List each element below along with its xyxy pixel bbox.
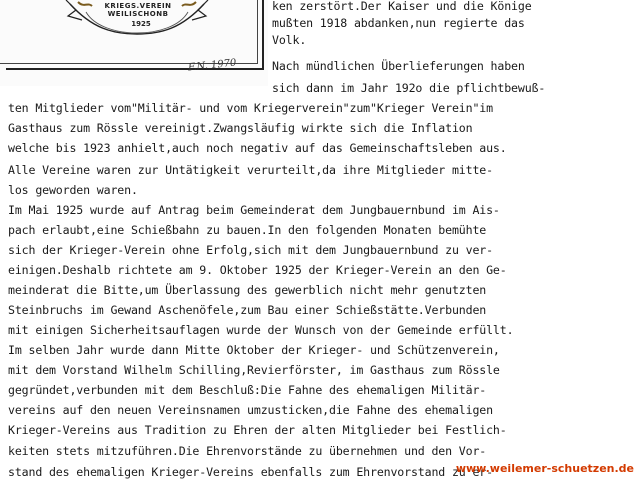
text-line: Im selben Jahr wurde dann Mitte Oktober der Krieger- und Schützenverein,	[8, 343, 500, 357]
text-line: Volk.	[272, 33, 307, 47]
emblem-seal-text: KRIEGS.VEREIN WEILISCHONB	[104, 2, 172, 18]
text-line: mit dem Vorstand Wilhelm Schilling,Revierförster, im Gasthaus zum Rössle	[8, 363, 500, 377]
text-line: mußten 1918 abdanken,nun regierte das	[272, 16, 525, 30]
artist-signature: F.N. 1970	[187, 57, 237, 74]
text-line: sich der Krieger-Verein ohne Erfolg,sich mit dem Jungbauernbund zu ver-	[8, 243, 493, 257]
emblem-seal-year: 1925	[131, 20, 151, 28]
text-line: welche bis 1923 anhielt,auch noch negativ auf das Gemeinschaftsleben aus.	[8, 141, 507, 155]
text-line: los geworden waren.	[8, 183, 138, 197]
text-line: Im Mai 1925 wurde auf Antrag beim Gemeinderat dem Jungbauernbund im Ais-	[8, 203, 500, 217]
text-line: ken zerstört.Der Kaiser und die Könige	[272, 0, 532, 13]
text-line: einigen.Deshalb richtete am 9. Oktober 1925 der Krieger-Verein an den Ge-	[8, 263, 507, 277]
text-line: Alle Vereine waren zur Untätigkeit verurteilt,da ihre Mitglieder mitte-	[8, 163, 493, 177]
website-watermark: www.weilemer-schuetzen.de	[455, 462, 634, 475]
text-line: ten Mitglieder vom"Militär- und vom Kriegerverein"zum"Krieger Verein"im	[8, 101, 493, 115]
text-line: keiten stets mitzuführen.Die Ehrenvorstände zu übernehmen und den Vor-	[8, 444, 487, 458]
text-line: stand des ehemaligen Krieger-Vereins ebenfalls zum Ehrenvorstand zu er-	[8, 465, 493, 479]
text-line: mit einigen Sicherheitsauflagen wurde der Wunsch von der Gemeinde erfüllt.	[8, 323, 514, 337]
text-line: Nach mündlichen Überlieferungen haben	[272, 59, 525, 73]
text-line: Krieger-Vereins aus Tradition zu Ehren der alten Mitglieder bei Festlich-	[8, 423, 507, 437]
text-line: gegründet,verbunden mit dem Beschluß:Die Fahne des ehemaligen Militär-	[8, 383, 487, 397]
text-line: vereins auf den neuen Vereinsnamen umzusticken,die Fahne des ehemaligen	[8, 403, 493, 417]
club-emblem-image	[0, 0, 268, 86]
text-line: Gasthaus zum Rössle vereinigt.Zwangsläufig wirkte sich die Inflation	[8, 121, 473, 135]
text-line: pach erlaubt,eine Schießbahn zu bauen.In den folgenden Monaten bemühte	[8, 223, 487, 237]
text-line: Steinbruchs im Gewand Aschenöfele,zum Bau einer Schießstätte.Verbunden	[8, 303, 487, 317]
text-line: meinderat die Bitte,um Überlassung des gewerblich nicht mehr genutzten	[8, 283, 487, 297]
text-line: sich dann im Jahr 192o die pflichtbewuß-	[272, 81, 546, 95]
